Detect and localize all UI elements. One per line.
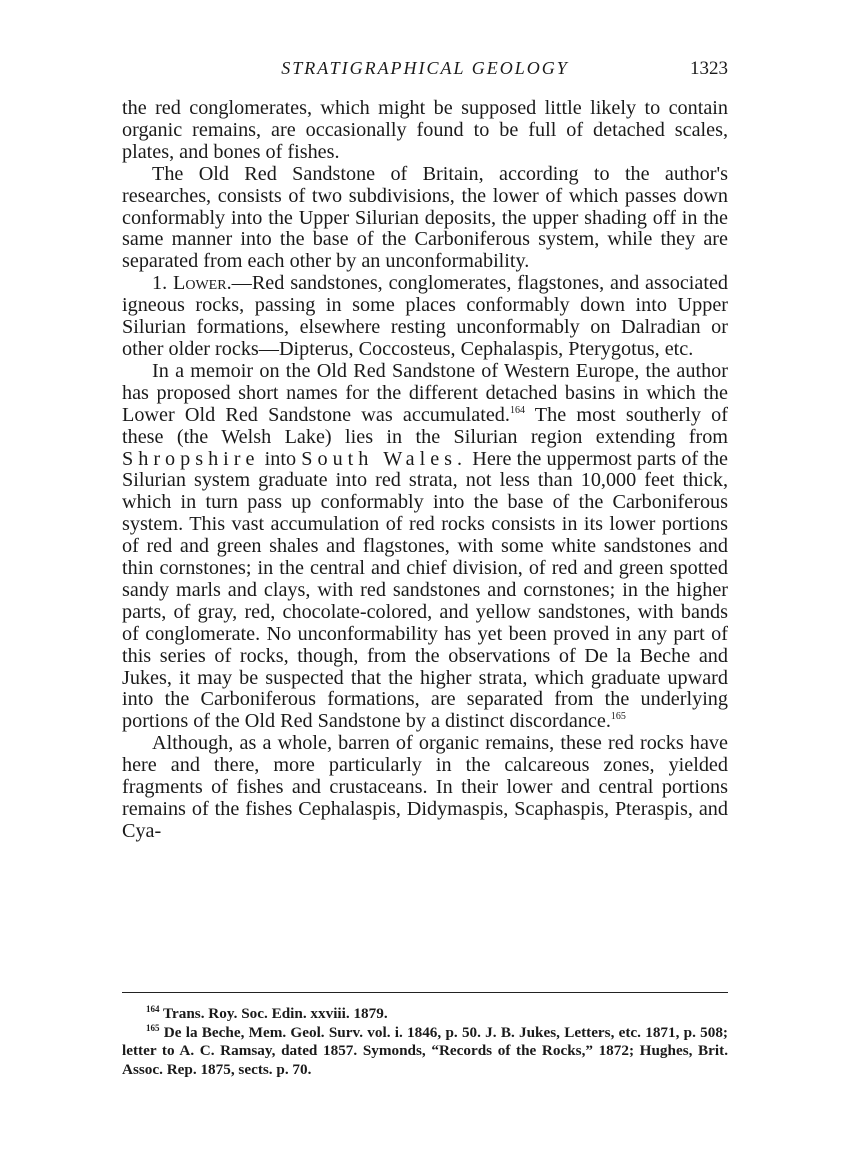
footnote-text: Trans. Roy. Soc. Edin. xxviii. 1879.: [159, 1005, 388, 1022]
paragraph-old-red-sandstone: The Old Red Sandstone of Britain, according to the author's researches, consists of two subdivisions, the lower of which passes down conformably into the Upper Silurian deposits, the upper shading off in the same manner into the base of the Carboniferous system, while they are separated from each other by an unconformability.: [122, 162, 728, 273]
division-number: 1.: [152, 272, 174, 295]
footnote-164: [122, 1005, 728, 1024]
paragraph-organic-remains: Although, as a whole, barren of organic remains, these red rocks have here and there, more particularly in the calcareous zones, yielded fragments of fishes and crustaceans. In their lower and central portions remains of the fishes Cephalaspis, Didymaspis, Scaphaspis, Pteraspis, and Cya-: [122, 732, 728, 842]
footnote-number: 164: [146, 1004, 160, 1014]
place-shropshire: Shropshire: [122, 447, 260, 470]
footnotes: [122, 1005, 728, 1079]
footnote-rule: [122, 992, 728, 993]
division-heading: Lower.: [173, 272, 232, 295]
text-run: In a memoir on the Old Red Sandstone of Western Europe, the author has proposed short names for the different detached basins in which the Lower Old Red Sandstone was accumulated.: [122, 359, 728, 426]
footnote-165: [122, 1024, 728, 1080]
paragraph-western-europe: [122, 361, 728, 733]
footnote-ref-164: 164: [509, 404, 525, 416]
footnote-text: De la Beche, Mem. Geol. Surv. vol. i. 1846, p. 50. J. B. Jukes, Letters, etc. 1871, p. 508; letter to A. C. Ramsay, dated 1857. Symonds, “Records of the Rocks,” 1872; Hughes, Brit. Assoc. Rep. 1875, sects. p. 70.: [122, 1023, 728, 1078]
paragraph-lower-division: [122, 273, 728, 361]
place-south-wales: South Wales.: [301, 447, 468, 470]
running-title: STRATIGRAPHICAL GEOLOGY: [281, 58, 569, 78]
paragraph-continued: the red conglomerates, which might be supposed little likely to contain organic remains, are occasionally found to be full of detached scales, plates, and bones of fishes.: [122, 97, 728, 163]
text-run: into: [259, 447, 302, 470]
text-run: Here the uppermost parts of the Silurian system graduate into red strata, not less than 10,000 feet thick, which in turn pass up conformably into the base of the Carboniferous system. This vast accumulation of red rocks consists in its lower portions of red and green shales and flagstones, with some white sandstones and thin cornstones; in the central and chief division, of red and green spotted sandy marls and clays, with red sandstones and cornstones; in the higher parts, of gray, red, chocolate-colored, and yellow sandstones, with bands of conglomerate. No unconformability has yet been proved in any part of this series of rocks, though, from the observations of De la Beche and Jukes, it may be suspected that the higher strata, which graduate upward into the Carboniferous formations, are separated from the underlying portions of the Old Red Sandstone by a distinct discordance.: [122, 447, 729, 733]
running-header: [122, 58, 728, 84]
text-run: The most southerly of these (the Welsh Lake) lies in the Silurian region extending from: [122, 403, 729, 448]
page-number: 1323: [690, 58, 728, 79]
division-description: —Red sandstones, conglomerates, flagstones, and associated igneous rocks, passing in some places conformably down into Upper Silurian formations, elsewhere resting unconformably on Dalradian or other older rocks—Dipterus, Coccosteus, Cephalaspis, Pterygotus, etc.: [122, 272, 729, 360]
footnote-number: 165: [146, 1022, 160, 1033]
footnote-ref-165: 165: [610, 711, 626, 723]
body-text: [122, 98, 728, 843]
